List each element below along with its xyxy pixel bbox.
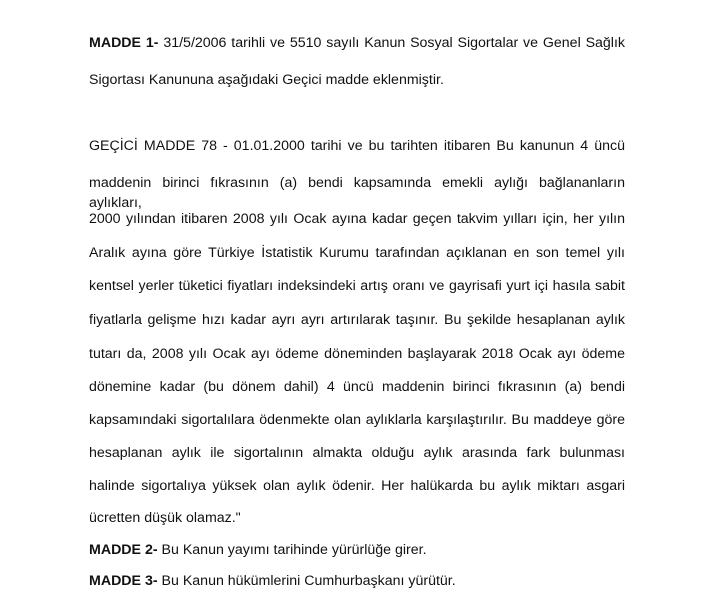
article-1-text-1: 31/5/2006 tarihli ve 5510 sayılı Kanun Sosyal Sigortalar ve Genel Sağlık xyxy=(163,35,625,51)
article-2-label: MADDE 2- xyxy=(89,542,158,558)
provisional-article-line: kapsamındaki sigortalılara ödenmekte olan aylıklarla karşılaştırılır. Bu maddeye göre xyxy=(89,412,625,428)
article-1-line-1 xyxy=(89,33,625,53)
provisional-article-line: 2000 yılından itibaren 2008 yılı Ocak ayına kadar geçen takvim yılları için, her yılın xyxy=(89,211,625,227)
provisional-article-line: kentsel yerler tüketici fiyatları indeksindeki artış oranı ve gayrisafi yurt içi hasıla sabit xyxy=(89,278,625,294)
article-3-label: MADDE 3- xyxy=(89,573,158,589)
article-3 xyxy=(89,571,456,591)
article-2 xyxy=(89,540,427,560)
provisional-article-line: fiyatlarla gelişme hızı kadar ayrı ayrı artırılarak taşınır. Bu şekilde hesaplanan aylık xyxy=(89,312,625,328)
provisional-article-line: tutarı da, 2008 yılı Ocak ayı ödeme döneminden başlayarak 2018 Ocak ayı ödeme xyxy=(89,346,625,362)
article-1-label: MADDE 1- xyxy=(89,35,159,51)
provisional-article-line: ücretten düşük olamaz." xyxy=(89,510,241,526)
article-3-text: Bu Kanun hükümlerini Cumhurbaşkanı yürütür. xyxy=(161,573,456,589)
provisional-article-line: maddenin birinci fıkrasının (a) bendi kapsamında emekli aylığı bağlananların aylıkları, xyxy=(89,175,625,211)
provisional-article-line: Aralık ayına göre Türkiye İstatistik Kurumu tarafından açıklanan en son temel yılı xyxy=(89,245,625,261)
provisional-article-line: halinde sigortalıya yüksek olan aylık ödenir. Her halükarda bu aylık miktarı asgari xyxy=(89,478,625,494)
article-1-line-2: Sigortası Kanununa aşağıdaki Geçici madde eklenmiştir. xyxy=(89,72,444,88)
provisional-article-line: dönemine kadar (bu dönem dahil) 4 üncü maddenin birinci fıkrasının (a) bendi xyxy=(89,379,625,395)
provisional-article-line: hesaplanan aylık ile sigortalının almakta olduğu aylık arasında fark bulunması xyxy=(89,445,625,461)
provisional-article-line: GEÇİCİ MADDE 78 - 01.01.2000 tarihi ve bu tarihten itibaren Bu kanunun 4 üncü xyxy=(89,138,625,154)
article-2-text: Bu Kanun yayımı tarihinde yürürlüğe girer. xyxy=(161,542,427,558)
